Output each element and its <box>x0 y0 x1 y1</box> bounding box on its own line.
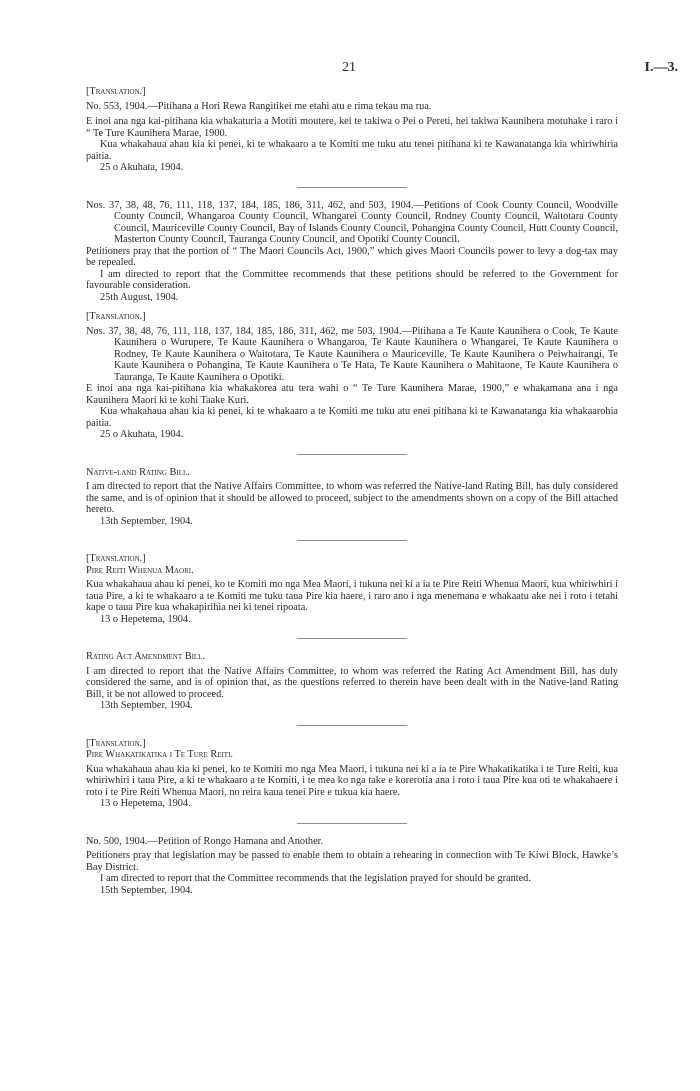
paragraph: Petitioners pray that legislation may be passed to enable them to obtain a rehearing in connection with Te Kiwi Block, Hawke’s Bay District. <box>86 850 618 873</box>
section-pire-reiti-whenua-maori <box>86 553 618 625</box>
page-header <box>0 60 700 76</box>
section-divider <box>297 823 407 824</box>
paragraph: Kua whakahaua ahau kia ki penei, ko te Komiti mo nga Mea Maori, i tukuna nei ki a ia te Pire Whakatikatika i te Ture Reiti, kua whiriwhiri i taua Pire, a ki te whakaaro a te Komiti, i te mea ko nga take e korerotia ana i roto i taua Pire kua oti te whakahaere i roto i te Pire Reiti Whenua Maori, no reira kaua tenei Pire e tukua kia haere. <box>86 763 618 798</box>
section-native-land-rating-bill <box>86 467 618 528</box>
section-date: 25th August, 1904. <box>100 291 179 303</box>
section-date: 13 o Hepetema, 1904. <box>100 798 191 809</box>
section-title: Nos. 37, 38, 48, 76, 111, 118, 137, 184, 185, 186, 311, 462, me 503, 1904.—Pitihana a Te Kaute Kaunihera o Cook, Te Kaute Kaunihera o Wurupere, Te Kaute Kaunihera o Whangaroa, Te Kaute Kaunihera o Whangarei, Te Kaute Kaunihera o Rodney, Te Kaute Kaunihera o Waitotara, Te Kaute Kaunihera o Mauriceville, Te Kaute Kaunihera o Peiwhairangi, Te Kaute Kaunihera o Pohangina, Te Kaute Kaunihera o Te Hata, Te Kaute Kaunihera o Mahitaone, Te Kaute Kaunihera o Tauranga, Te Kaute Kaunihera o Opotiki. <box>86 325 618 383</box>
section-petitions-county-councils <box>86 200 618 304</box>
section-title: No. 553, 1904.—Pitihana a Hori Rewa Rangitikei me etahi atu e rima tekau ma rua. <box>86 100 432 112</box>
page-number: 21 <box>342 60 356 75</box>
translation-tag: [Translation.] <box>86 311 146 322</box>
section-date: 15th September, 1904. <box>100 884 193 896</box>
paragraph: I am directed to report that the Native Affairs Committee, to whom was referred the Native-land Rating Bill, has duly considered the same, and is of opinion that it should be allowed to proceed, subject to the amendments shown on a copy of the Bill attached hereto. <box>86 481 618 515</box>
section-title: Nos. 37, 38, 48, 76, 111, 118, 137, 184, 185, 186, 311, 462, and 503, 1904.—Petitions of Cook County Council, Woodville County Council, Whangaroa County Council, Whangarei County Council, Rodney County Council, Waitotara County Council, Mauriceville County Council, Bay of Islands County Council, Pohangina County Council, Hutt County Council, Masterton County Council, Tauranga County Council, and Opotiki County Council. <box>86 199 618 245</box>
section-date: 25 o Akuhata, 1904. <box>100 429 184 440</box>
paragraph: Kua whakahaua ahau kia ki penei, ki te whakaaro a te Komiti me tuku atu tenei pitihana ki te Kawanatanga kia whiriwhiria paitia. <box>86 139 618 162</box>
section-divider <box>297 638 407 639</box>
paper-reference: I.—3. <box>644 60 678 75</box>
section-title: No. 500, 1904.—Petition of Rongo Hamana and Another. <box>86 835 324 847</box>
section-divider <box>297 187 407 188</box>
section-petition-500 <box>86 836 618 897</box>
translation-tag: [Translation.] <box>86 553 146 564</box>
paragraph: E inoi ana nga kai-pitihana kia whakakorea atu tera wahi o “ Te Ture Kaunihera Marae, 1900,” e whakamana ana i nga Kaunihera Maori ki te kohi Taake Kuri. <box>86 383 618 406</box>
section-rating-act-amendment-bill <box>86 651 618 712</box>
section-title: Pire Reiti Whenua Maori. <box>86 564 194 576</box>
paragraph: I am directed to report that the Committee recommends that the legislation prayed for should be granted. <box>100 873 531 884</box>
section-pire-whakatikatika <box>86 738 618 810</box>
paragraph: Kua whakahaua ahau kia ki penei, ki te whakaaro a te Komiti me tuku atu enei pitihana ki te Kawanatanga kia whakaarohia paitia. <box>86 406 618 429</box>
section-date: 13th September, 1904. <box>100 700 193 711</box>
section-date: 25 o Akuhata, 1904. <box>100 162 184 173</box>
section-title: Rating Act Amendment Bill. <box>86 651 206 662</box>
section-date: 13 o Hepetema, 1904. <box>100 613 191 625</box>
section-title: Pire Whakatikatika i Te Ture Reiti. <box>86 749 233 760</box>
section-title: Native-land Rating Bill. <box>86 466 190 478</box>
section-divider <box>297 540 407 541</box>
section-divider <box>297 454 407 455</box>
section-divider <box>297 725 407 726</box>
paragraph: Kua whakahaua ahau ki penei, ko te Komiti mo nga Mea Maori, i tukuna nei ki a ia te Pire Reiti Whenua Maori, kua whiriwhiri i taua Pire, a ki te whakaaro a te Komiti me tuku taua Pire kia haere, i raro ano i nga menemana e whakaatu ake nei i roto i tetahi kape o taua Pire kua whakapirihia nei ki tenei ripoata. <box>86 579 618 613</box>
document-body <box>86 86 618 896</box>
section-translation-county-councils <box>86 311 618 441</box>
paragraph: I am directed to report that the Native Affairs Committee, to whom was referred the Rating Act Amendment Bill, has duly considered the same, and is of opinion that, as the questions referred to therein have been dealt with in the Native-land Rating Bill, it be not allowed to proceed. <box>86 665 618 700</box>
section-translation-553 <box>86 86 618 174</box>
translation-tag: [Translation.] <box>86 86 146 97</box>
paragraph: Petitioners pray that the portion of “ The Maori Councils Act, 1900,” which gives Maori Councils power to levy a dog-tax may be repealed. <box>86 245 618 268</box>
paragraph: E inoi ana nga kai-pitihana kia whakaturia a Motiti moutere, kei te takiwa o Pei o Pereti, hei takiwa Kaunihera motuhake i raro i “ Te Ture Kaunihera Marae, 1900. <box>86 116 618 139</box>
translation-tag: [Translation.] <box>86 737 146 749</box>
section-date: 13th September, 1904. <box>100 515 193 527</box>
paragraph: I am directed to report that the Committee recommends that these petitions should be referred to the Government for favourable consideration. <box>86 268 618 291</box>
